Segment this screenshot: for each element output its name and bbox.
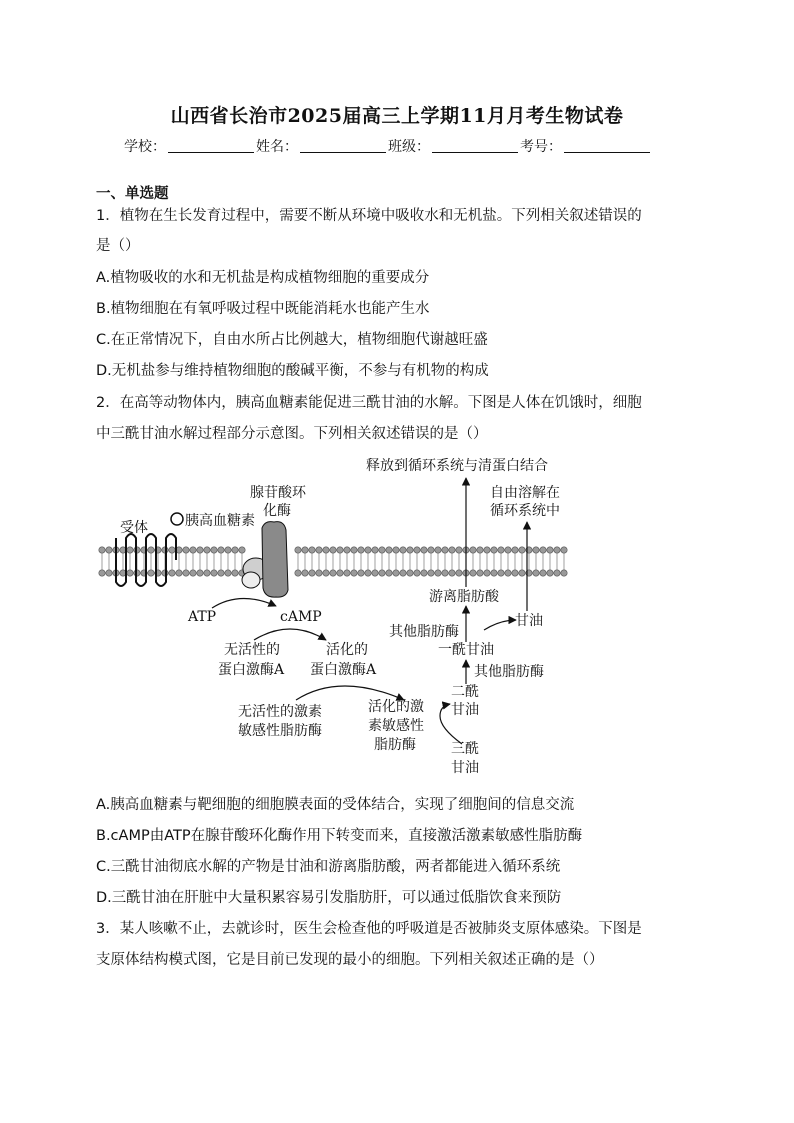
- q2-option-c[interactable]: C.三酰甘油彻底水解的产物是甘油和游离脂肪酸，两者都能进入循环系统: [96, 859, 561, 875]
- receptor-label: 受体: [120, 520, 148, 536]
- release-label: 释放到循环系统与清蛋白结合: [366, 458, 548, 474]
- adenylate-cyclase-label-2: 化酶: [263, 503, 291, 519]
- atp-camp-arrow: [212, 598, 276, 608]
- inactive-hsl-label-2: 敏感性脂肪酶: [238, 723, 322, 739]
- q1-stem-line2: 是（）: [96, 238, 140, 254]
- name-blank[interactable]: [300, 151, 386, 153]
- glucagon-label: 胰高血糖素: [185, 513, 255, 529]
- q1-option-c[interactable]: C.在正常情况下，自由水所占比例越大，植物细胞代谢越旺盛: [96, 332, 488, 348]
- active-pka-label-2: 蛋白激酶A: [310, 662, 377, 678]
- section-title: 一、单选题: [96, 186, 169, 202]
- receptor-icon: [116, 534, 176, 586]
- diacylglycerol-label-1: 二酰: [451, 684, 479, 700]
- triacylglycerol-label-2: 甘油: [451, 760, 479, 776]
- adenylate-cyclase-label-1: 腺苷酸环: [250, 485, 306, 501]
- glycerol-label: 甘油: [515, 613, 543, 629]
- class-blank[interactable]: [432, 151, 518, 153]
- exam-number-label: 考号：: [520, 139, 562, 155]
- adenylate-cyclase-icon: [262, 522, 288, 598]
- atp-label: ATP: [188, 609, 217, 625]
- active-pka-label-1: 活化的: [326, 642, 368, 658]
- monoacylglycerol-label: 一酰甘油: [438, 642, 494, 658]
- q3-stem-line1: 3．某人咳嗽不止，去就诊时，医生会检查他的呼吸道是否被肺炎支原体感染。下图是: [96, 921, 642, 937]
- lipolysis-diagram: [96, 450, 698, 782]
- q2-option-b[interactable]: B.cAMP由ATP在腺苷酸环化酶作用下转变而来，直接激活激素敏感性脂肪酶: [96, 828, 583, 844]
- q1-option-b[interactable]: B.植物细胞在有氧呼吸过程中既能消耗水也能产生水: [96, 301, 430, 317]
- active-hsl-label-1: 活化的激: [368, 699, 424, 715]
- free-dissolve-label-2: 循环系统中: [490, 503, 560, 519]
- active-hsl-label-2: 素敏感性: [368, 718, 424, 734]
- hsl-activation-arrow: [296, 686, 404, 700]
- q3-stem-line2: 支原体结构模式图，它是目前已发现的最小的细胞。下列相关叙述正确的是（）: [96, 952, 604, 968]
- name-label: 姓名：: [256, 139, 298, 155]
- pka-activation-arrow: [254, 629, 326, 640]
- q2-stem-line2: 中三酰甘油水解过程部分示意图。下列相关叙述错误的是（）: [96, 426, 488, 442]
- q1-option-a[interactable]: A.植物吸收的水和无机盐是构成植物细胞的重要成分: [96, 270, 430, 286]
- free-dissolve-label-1: 自由溶解在: [490, 485, 560, 501]
- q2-option-d[interactable]: D.三酰甘油在肝脏中大量积累容易引发脂肪肝，可以通过低脂饮食来预防: [96, 890, 562, 906]
- q2-stem-line1: 2．在高等动物体内，胰高血糖素能促进三酰甘油的水解。下图是人体在饥饿时，细胞: [96, 395, 642, 411]
- camp-label: cAMP: [280, 609, 322, 625]
- exam-number-blank[interactable]: [564, 151, 650, 153]
- glucagon-icon: [171, 513, 183, 525]
- active-hsl-label-3: 脂肪酶: [374, 737, 416, 753]
- other-lipase-label-2: 其他脂肪酶: [474, 664, 544, 680]
- q1-stem-line1: 1．植物在生长发育过程中，需要不断从环境中吸收水和无机盐。下列相关叙述错误的: [96, 208, 642, 224]
- class-label: 班级：: [388, 139, 430, 155]
- school-blank[interactable]: [168, 151, 254, 153]
- mono-to-glycerol-arrow: [484, 620, 516, 630]
- cell-membrane: [98, 546, 572, 576]
- other-lipase-label-1: 其他脂肪酶: [389, 624, 459, 640]
- inactive-pka-label-1: 无活性的: [224, 642, 280, 658]
- triacylglycerol-label-1: 三酰: [451, 741, 479, 757]
- school-label: 学校：: [124, 139, 166, 155]
- q2-option-a[interactable]: A.胰高血糖素与靶细胞的细胞膜表面的受体结合，实现了细胞间的信息交流: [96, 797, 575, 813]
- diacylglycerol-label-2: 甘油: [451, 702, 479, 718]
- q1-option-d[interactable]: D.无机盐参与维持植物细胞的酸碱平衡，不参与有机物的构成: [96, 363, 489, 379]
- ffa-label: 游离脂肪酸: [429, 589, 499, 605]
- exam-title: 山西省长治市2025届高三上学期11月月考生物试卷: [170, 105, 624, 127]
- inactive-pka-label-2: 蛋白激酶A: [218, 662, 285, 678]
- inactive-hsl-label-1: 无活性的激素: [238, 704, 322, 720]
- student-info-row: [124, 136, 652, 156]
